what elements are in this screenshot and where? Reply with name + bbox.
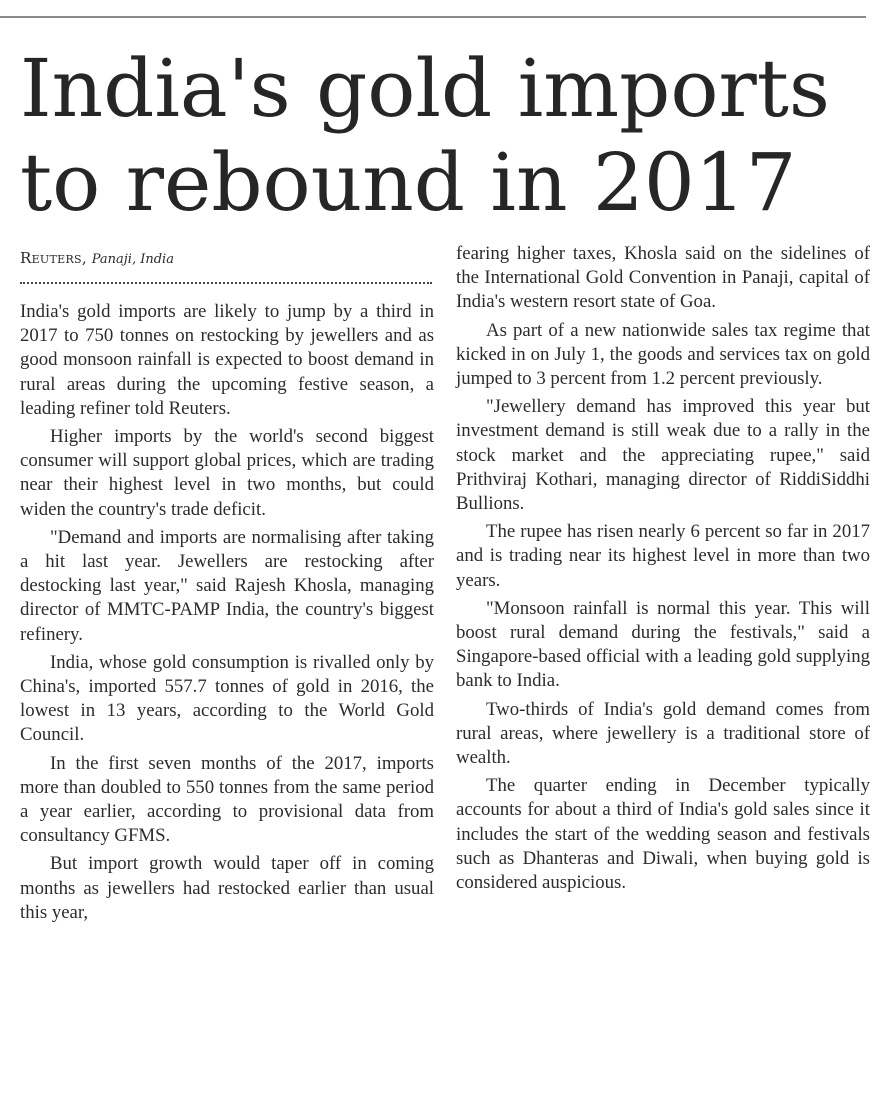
paragraph: Higher imports by the world's second biggest consumer will support global prices, which are trading near their highest level in two months, but could widen the country's trade deficit. <box>20 426 434 520</box>
paragraph: India's gold imports are likely to jump by a third in 2017 to 750 tonnes on restocking by jewellers and as good monsoon rainfall is expected to boost demand in rural areas during the upcoming festive season, a leading refiner told Reuters. <box>20 301 434 419</box>
headline: India's gold imports to rebound in 2017 <box>20 42 830 229</box>
paragraph: fearing higher taxes, Khosla said on the sidelines of the International Gold Convention in Panaji, capital of India's western resort state of Goa. <box>456 243 870 313</box>
paragraph: The quarter ending in December typically accounts for about a third of India's gold sales since it includes the start of the wedding season and festivals such as Dhanteras and Diwali, when buying gold is considered auspicious. <box>456 775 870 894</box>
paragraph: The rupee has risen nearly 6 percent so far in 2017 and is trading near its highest level in more than two years. <box>456 521 870 591</box>
top-rule <box>0 16 866 18</box>
paragraph: "Demand and imports are normalising after taking a hit last year. Jewellers are restocking after destocking last year," said Rajesh Khosla, managing director of MMTC-PAMP India, the country's biggest refinery. <box>20 526 434 645</box>
byline-location: Panaji, India <box>91 252 174 267</box>
article-column-2 <box>456 242 870 899</box>
paragraph: Two-thirds of India's gold demand comes from rural areas, where jewellery is a traditional store of wealth. <box>456 698 870 769</box>
paragraph: India, whose gold consumption is rivalled only by China's, imported 557.7 tonnes of gold in 2016, the lowest in 13 years, according to the World Gold Council. <box>20 651 434 746</box>
paragraph: But import growth would taper off in coming months as jewellers had restocked earlier than usual this year, <box>20 853 434 923</box>
byline-agency: Reuters, <box>20 249 87 267</box>
article-column-1 <box>20 300 434 929</box>
paragraph: In the first seven months of the 2017, imports more than doubled to 550 tonnes from the same period a year earlier, according to provisional data from consultancy GFMS. <box>20 752 434 847</box>
byline <box>20 248 440 270</box>
paragraph: "Monsoon rainfall is normal this year. This will boost rural demand during the festivals," said a Singapore-based official with a leading gold supplying bank to India. <box>456 597 870 692</box>
paragraph: As part of a new nationwide sales tax regime that kicked in on July 1, the goods and services tax on gold jumped to 3 percent from 1.2 percent previously. <box>456 319 870 390</box>
dotted-divider <box>20 282 432 284</box>
paragraph: "Jewellery demand has improved this year but investment demand is still weak due to a rally in the stock market and the appreciating rupee," said Prithviraj Kothari, managing director of RiddiSiddhi Bullions. <box>456 396 870 515</box>
